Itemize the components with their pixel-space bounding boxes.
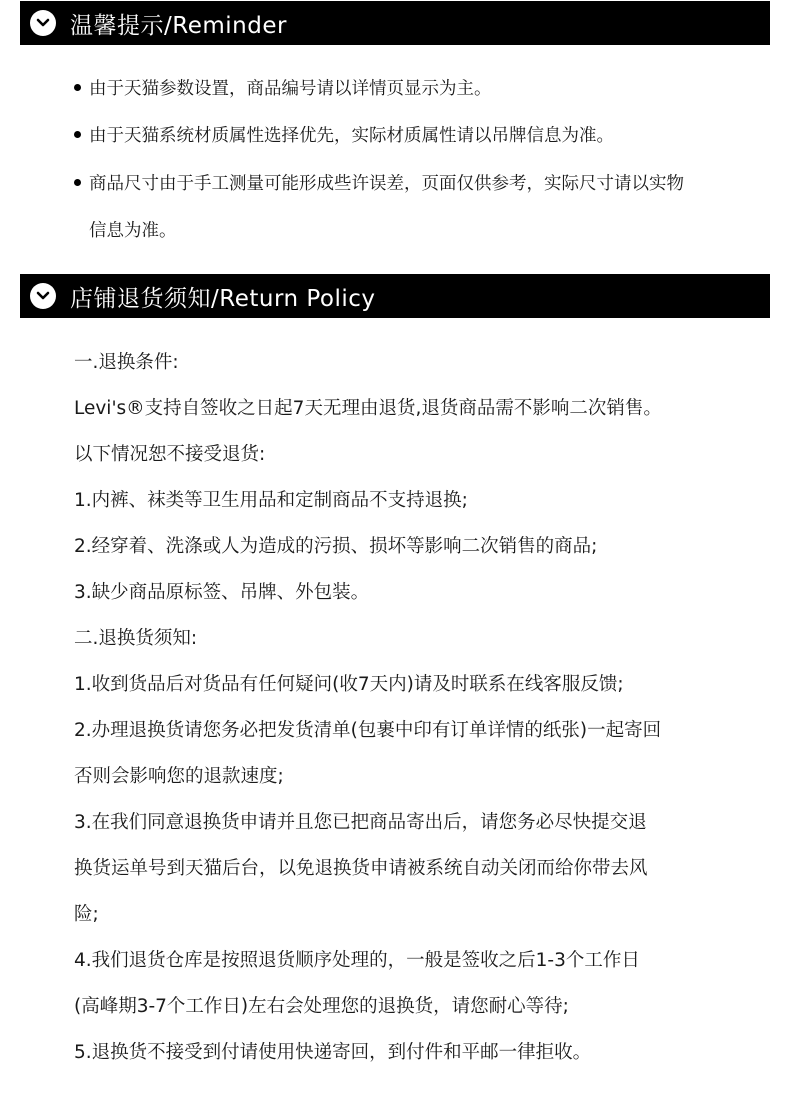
policy-line: 1.内裤、袜类等卫生用品和定制商品不支持退换; xyxy=(74,490,468,511)
policy-line: 3.缺少商品原标签、吊牌、外包装。 xyxy=(74,582,370,603)
bullet-text: 由于天猫系统材质属性选择优先，实际材质属性请以吊牌信息为准。 xyxy=(89,126,614,146)
policy-line: 4.我们退货仓库是按照退货顺序处理的，一般是签收之后1-3个工作日 xyxy=(74,950,640,971)
policy-line: 2.经穿着、洗涤或人为造成的污损、损坏等影响二次销售的商品; xyxy=(74,536,598,557)
policy-line: 5.退换货不接受到付请使用快递寄回，到付件和平邮一律拒收。 xyxy=(74,1042,592,1063)
chevron-down-icon xyxy=(30,10,56,36)
policy-line: 二.退换货须知: xyxy=(74,628,198,649)
reminder-header xyxy=(20,1,770,45)
reminder-bullet xyxy=(74,170,684,195)
policy-line: Levi's®支持自签收之日起7天无理由退货,退货商品需不影响二次销售。 xyxy=(74,398,662,419)
bullet-dot-icon xyxy=(74,179,81,186)
policy-line: 换货运单号到天猫后台，以免退换货申请被系统自动关闭而给你带去风 xyxy=(74,858,648,879)
bullet-continuation: 信息为准。 xyxy=(89,221,177,241)
policy-header xyxy=(20,274,770,318)
policy-line: 3.在我们同意退换货申请并且您已把商品寄出后，请您务必尽快提交退 xyxy=(74,812,647,833)
policy-line: 否则会影响您的退款速度; xyxy=(74,766,284,787)
policy-line: 一.退换条件: xyxy=(74,352,179,373)
reminder-title: 温馨提示/Reminder xyxy=(70,12,287,39)
bullet-dot-icon xyxy=(74,84,81,91)
bullet-text: 由于天猫参数设置，商品编号请以详情页显示为主。 xyxy=(89,79,492,99)
chevron-down-icon xyxy=(30,283,56,309)
policy-line: 2.办理退换货请您务必把发货清单(包裹中印有订单详情的纸张)一起寄回 xyxy=(74,720,662,741)
policy-line: 以下情况恕不接受退货: xyxy=(74,444,266,465)
policy-line: 险; xyxy=(74,904,99,925)
policy-line: (高峰期3-7个工作日)左右会处理您的退换货，请您耐心等待; xyxy=(74,996,569,1017)
bullet-text: 商品尺寸由于手工测量可能形成些许误差，页面仅供参考，实际尺寸请以实物 xyxy=(89,174,684,194)
bullet-dot-icon xyxy=(74,131,81,138)
policy-line: 1.收到货品后对货品有任何疑问(收7天内)请及时联系在线客服反馈; xyxy=(74,674,624,695)
reminder-bullet xyxy=(74,75,492,100)
policy-title: 店铺退货须知/Return Policy xyxy=(70,285,376,312)
reminder-bullet xyxy=(74,122,614,147)
